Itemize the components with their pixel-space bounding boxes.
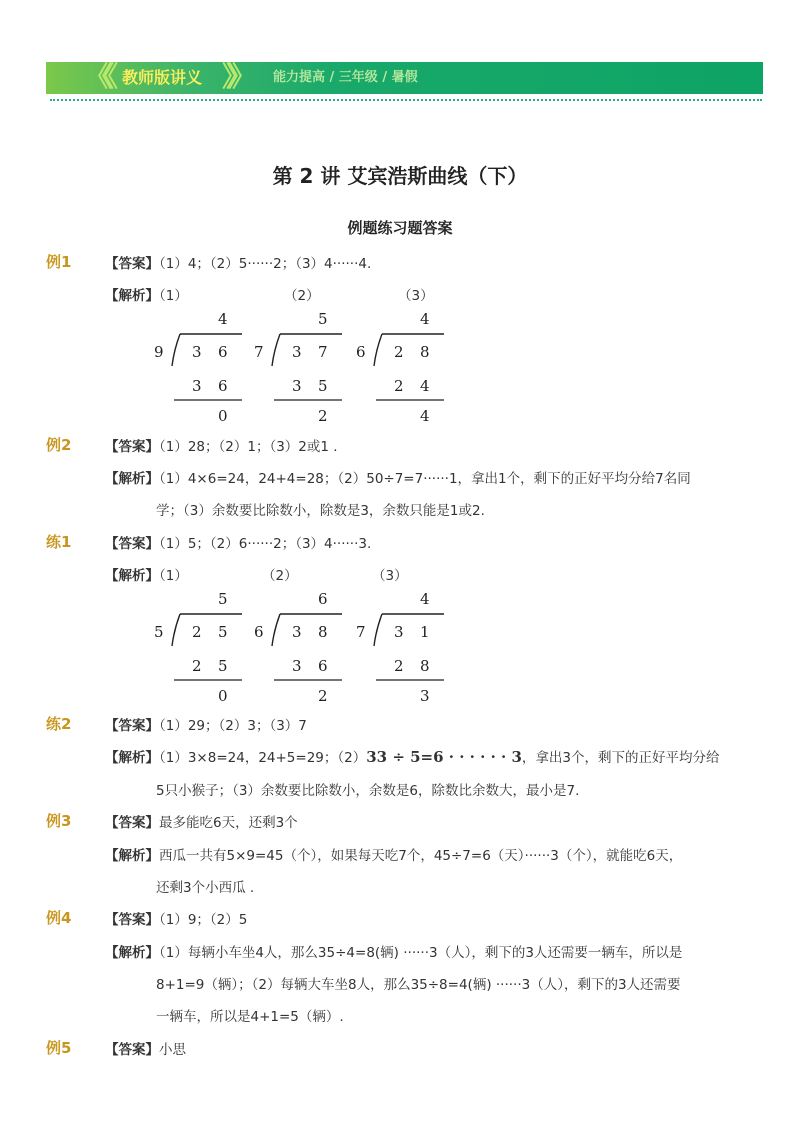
- dividend-digit: 3: [192, 343, 202, 361]
- teacher-edition-label: 教师版讲义: [122, 68, 203, 87]
- analysis-line: [105, 941, 682, 961]
- analysis-label: 【解析】: [105, 848, 159, 864]
- analysis-head: （2）: [284, 288, 320, 304]
- formula: 33 ÷ 5=6 · · · · · · 3: [366, 748, 522, 766]
- answer-line: [105, 532, 371, 552]
- product-digit: 5: [318, 377, 328, 395]
- answer-line: [105, 252, 371, 272]
- analysis-line: [105, 467, 691, 487]
- answer-line: [105, 811, 298, 831]
- remainder: 0: [218, 407, 228, 425]
- division-bracket: [272, 614, 280, 646]
- breadcrumb: 能力提高 / 三年级 / 暑假: [273, 70, 418, 85]
- dividend-digit: 3: [292, 343, 302, 361]
- item-tag: 例1: [46, 253, 72, 271]
- analysis-head: （2）: [262, 568, 298, 584]
- divisor: 6: [254, 623, 264, 641]
- dividend-digit: 2: [192, 623, 202, 641]
- item-tag: 例3: [46, 812, 72, 830]
- item-tag: 练2: [46, 715, 72, 733]
- quotient: 5: [318, 310, 328, 328]
- answer-label: 【答案】: [105, 439, 159, 455]
- answer-text: （1）28；（2）1；（3）2或1 .: [159, 439, 338, 455]
- answer-text: （1）5；（2）6······2；（3）4······3.: [159, 536, 372, 552]
- analysis-line: [105, 746, 719, 766]
- analysis-label: 【解析】: [105, 288, 159, 304]
- analysis-line: [105, 564, 188, 584]
- remainder: 4: [420, 407, 430, 425]
- dividend-digit: 6: [218, 343, 228, 361]
- product-digit: 6: [218, 377, 228, 395]
- analysis-head: （1）: [159, 568, 188, 584]
- divisor: 5: [154, 623, 164, 641]
- long-division: [250, 308, 350, 426]
- answer-label: 【答案】: [105, 912, 159, 928]
- product-digit: 6: [318, 657, 328, 675]
- quotient: 4: [218, 310, 228, 328]
- item-tag: 例2: [46, 436, 72, 454]
- answer-text: （1）9；（2）5: [159, 912, 248, 928]
- dividend-digit: 5: [218, 623, 228, 641]
- analysis-head: （1）: [159, 288, 188, 304]
- long-division: [352, 588, 452, 706]
- chevron-right-icon: 》》: [222, 60, 249, 93]
- answer-line: [105, 714, 307, 734]
- remainder: 3: [420, 687, 430, 705]
- answer-label: 【答案】: [105, 718, 159, 734]
- dividend-digit: 2: [394, 343, 404, 361]
- product-digit: 2: [394, 657, 404, 675]
- item-tag: 练1: [46, 533, 72, 551]
- analysis-text: 西瓜一共有5×9=45（个），如果每天吃7个，45÷7=6（天）······3（个），就能吃6天，: [159, 848, 683, 864]
- answer-line: [105, 435, 338, 455]
- divisor: 9: [154, 343, 164, 361]
- answer-text: 小思: [159, 1042, 186, 1058]
- analysis-text: 一辆车，所以是4+1=5（辆）.: [156, 1009, 344, 1025]
- analysis-text: （1）每辆小车坐4人，那么35÷4=8(辆) ······3（人），剩下的3人还需要一辆车，所以是: [159, 945, 683, 961]
- analysis-text: （1）4×6=24，24+4=28；（2）50÷7=7······1，拿出1个，剩下的正好平均分给7名同: [159, 471, 691, 487]
- item-tag: 例5: [46, 1039, 72, 1057]
- answer-text: （1）29；（2）3；（3）7: [159, 718, 307, 734]
- analysis-text: 还剩3个小西瓜 .: [156, 880, 255, 896]
- quotient: 4: [420, 310, 430, 328]
- analysis-label: 【解析】: [105, 945, 159, 961]
- dividend-digit: 8: [420, 343, 430, 361]
- header-banner: [46, 62, 763, 94]
- division-bracket: [374, 334, 382, 366]
- answer-text: （1）4；（2）5······2；（3）4······4.: [159, 256, 372, 272]
- analysis-label: 【解析】: [105, 750, 159, 766]
- quotient: 5: [218, 590, 228, 608]
- product-digit: 3: [192, 377, 202, 395]
- product-digit: 5: [218, 657, 228, 675]
- remainder: 2: [318, 687, 328, 705]
- dividend-digit: 8: [318, 623, 328, 641]
- dividend-digit: 7: [318, 343, 328, 361]
- product-digit: 3: [292, 377, 302, 395]
- analysis-line: [105, 284, 188, 304]
- product-digit: 8: [420, 657, 430, 675]
- division-bracket: [172, 334, 180, 366]
- analysis-line: [105, 844, 682, 864]
- analysis-head: （3）: [398, 288, 434, 304]
- dividend-digit: 3: [394, 623, 404, 641]
- dividend-digit: 3: [292, 623, 302, 641]
- long-division: [352, 308, 452, 426]
- dotted-divider: [50, 99, 762, 101]
- product-digit: 2: [394, 377, 404, 395]
- analysis-label: 【解析】: [105, 471, 159, 487]
- analysis-label: 【解析】: [105, 568, 159, 584]
- answer-label: 【答案】: [105, 256, 159, 272]
- division-bracket: [172, 614, 180, 646]
- long-division: [250, 588, 350, 706]
- long-division: [150, 588, 250, 706]
- remainder: 2: [318, 407, 328, 425]
- answer-text: 最多能吃6天，还剩3个: [159, 815, 298, 831]
- answer-label: 【答案】: [105, 536, 159, 552]
- answer-line: [105, 908, 247, 928]
- analysis-text: 8+1=9（辆）；（2）每辆大车坐8人，那么35÷8=4(辆) ······3（人），剩下的3人还需要: [156, 977, 681, 993]
- remainder: 0: [218, 687, 228, 705]
- page-title: 第 2 讲 艾宾浩斯曲线（下）: [272, 164, 528, 188]
- quotient: 4: [420, 590, 430, 608]
- analysis-text: 学；（3）余数要比除数小，除数是3，余数只能是1或2.: [156, 503, 485, 519]
- answer-line: [105, 1038, 186, 1058]
- analysis-text: ，拿出3个，剩下的正好平均分给: [521, 750, 720, 766]
- item-tag: 例4: [46, 909, 72, 927]
- answer-label: 【答案】: [105, 815, 159, 831]
- long-division: [150, 308, 250, 426]
- quotient: 6: [318, 590, 328, 608]
- division-bracket: [374, 614, 382, 646]
- analysis-text: （1）3×8=24，24+5=29；（2）: [159, 750, 367, 766]
- chevron-left-icon: 《《: [84, 60, 111, 93]
- product-digit: 2: [192, 657, 202, 675]
- answer-label: 【答案】: [105, 1042, 159, 1058]
- product-digit: 3: [292, 657, 302, 675]
- divisor: 7: [356, 623, 366, 641]
- analysis-head: （3）: [372, 568, 408, 584]
- division-bracket: [272, 334, 280, 366]
- divisor: 7: [254, 343, 264, 361]
- page-subtitle: 例题练习题答案: [347, 219, 453, 237]
- divisor: 6: [356, 343, 366, 361]
- analysis-text: 5只小猴子；（3）余数要比除数小，余数是6，除数比余数大，最小是7.: [156, 783, 580, 799]
- product-digit: 4: [420, 377, 430, 395]
- dividend-digit: 1: [420, 623, 430, 641]
